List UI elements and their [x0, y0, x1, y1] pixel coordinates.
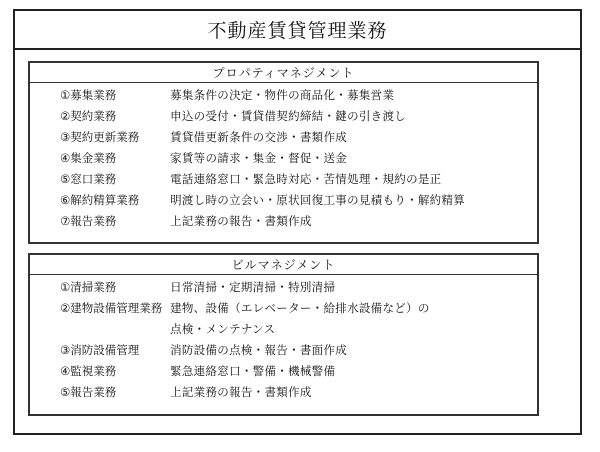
list-item [30, 382, 537, 403]
item-description: 電話連絡窓口・緊急時対応・苦情処理・規約の是正 [170, 172, 442, 186]
item-description: 申込の受付・賃貸借契約締結・鍵の引き渡し [170, 109, 407, 123]
item-description: 日常清掃・定期清掃・特別清掃 [170, 280, 336, 294]
item-label: ④監視業務 [60, 364, 117, 378]
list-item [30, 361, 537, 382]
list-item [30, 85, 537, 106]
item-description: 家賃等の請求・集金・督促・送金 [170, 151, 348, 165]
page-title: 不動産賃貸管理業務 [15, 11, 580, 50]
list-item [30, 298, 537, 340]
item-label: ③消防設備管理 [60, 343, 140, 357]
section-heading: ビルマネジメント [30, 255, 537, 275]
item-label: ②建物設備管理業務 [60, 301, 163, 315]
list-item [30, 190, 537, 211]
list-item [30, 148, 537, 169]
item-label: ③契約更新業務 [60, 130, 140, 144]
item-description: 上記業務の報告・書類作成 [170, 385, 312, 399]
list-item [30, 211, 537, 232]
building-management-section [28, 253, 539, 416]
item-label: ⑦報告業務 [60, 214, 117, 228]
list-item [30, 127, 537, 148]
item-description-continued: 点検・メンテナンス [170, 322, 276, 336]
item-description: 明渡し時の立会い・原状回復工事の見積もり・解約精算 [170, 193, 466, 207]
list-item [30, 106, 537, 127]
property-management-section [28, 61, 539, 244]
item-description: 上記業務の報告・書類作成 [170, 214, 312, 228]
item-label: ②契約業務 [60, 109, 117, 123]
item-description: 建物、設備（エレベーター・給排水設備など）の [170, 301, 430, 315]
item-label: ⑥解約精算業務 [60, 193, 140, 207]
item-description: 賃貸借更新条件の交渉・書類作成 [170, 130, 348, 144]
item-label: ①募集業務 [60, 88, 117, 102]
item-description: 消防設備の点検・報告・書面作成 [170, 343, 348, 357]
item-label: ①清掃業務 [60, 280, 117, 294]
list-item [30, 340, 537, 361]
section-heading: プロパティマネジメント [30, 63, 537, 83]
item-description: 緊急連絡窓口・警備・機械警備 [170, 364, 336, 378]
item-label: ⑤報告業務 [60, 385, 117, 399]
item-description: 募集条件の決定・物件の商品化・募集営業 [170, 88, 395, 102]
list-item [30, 169, 537, 190]
item-label: ⑤窓口業務 [60, 172, 117, 186]
item-label: ④集金業務 [60, 151, 117, 165]
list-item [30, 277, 537, 298]
